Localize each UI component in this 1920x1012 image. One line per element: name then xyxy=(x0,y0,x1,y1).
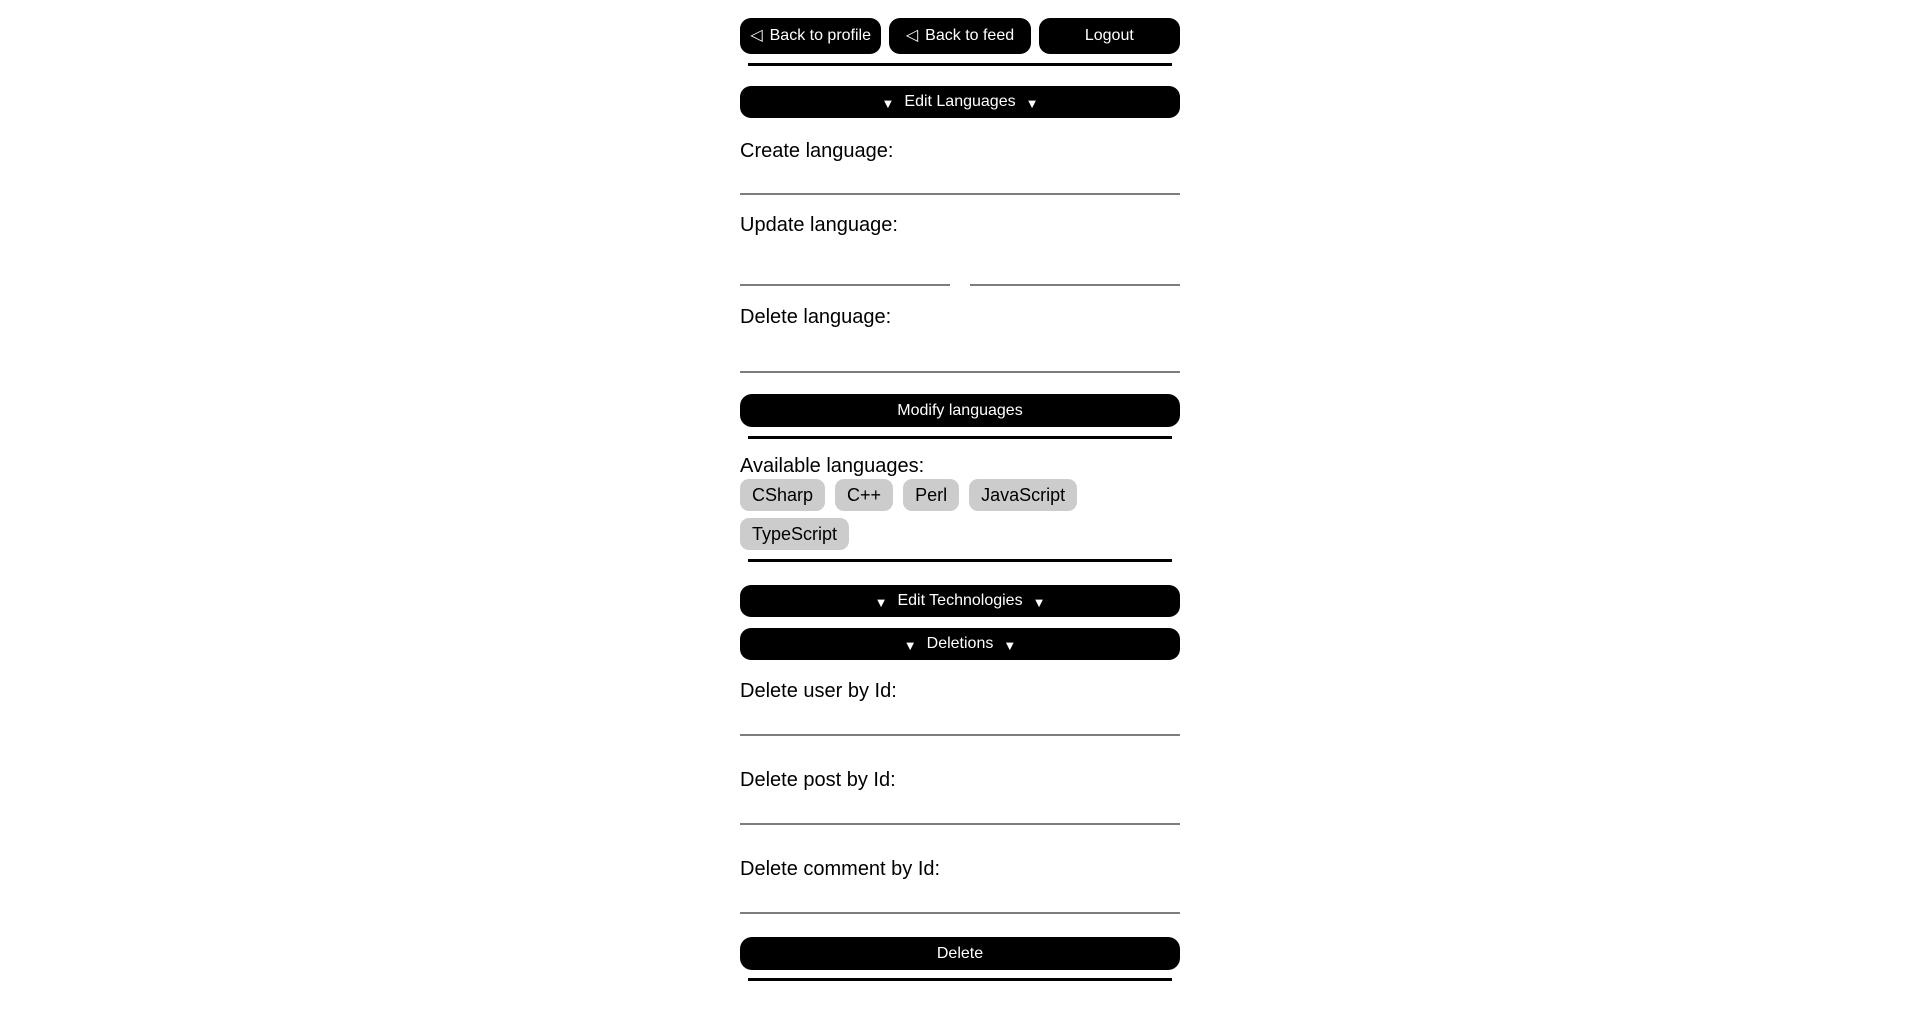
section-divider xyxy=(748,559,1172,562)
modify-languages-button[interactable] xyxy=(740,394,1180,427)
delete-user-id-label: Delete user by Id: xyxy=(740,680,897,702)
top-divider xyxy=(748,63,1172,66)
language-chip: Perl xyxy=(903,479,959,511)
logout-label: Logout xyxy=(1084,27,1134,44)
caret-down-icon: ▼ xyxy=(1032,594,1046,610)
back-arrow-icon: ◁ xyxy=(905,27,919,44)
language-chip: JavaScript xyxy=(969,479,1077,511)
back-to-feed-button[interactable] xyxy=(889,18,1030,54)
modify-languages-label: Modify languages xyxy=(897,401,1023,419)
back-to-profile-label: Back to profile xyxy=(769,27,872,44)
update-language-inputs xyxy=(740,258,1180,286)
caret-down-icon: ▼ xyxy=(1003,637,1017,653)
bottom-divider xyxy=(748,978,1172,981)
delete-post-id-label: Delete post by Id: xyxy=(740,769,896,791)
delete-button[interactable] xyxy=(740,937,1180,970)
language-chip: C++ xyxy=(835,479,893,511)
delete-post-id-input[interactable] xyxy=(740,797,1180,825)
caret-down-icon: ▼ xyxy=(903,637,917,653)
language-chip: TypeScript xyxy=(740,518,849,550)
caret-down-icon: ▼ xyxy=(1025,95,1039,111)
create-language-label: Create language: xyxy=(740,140,894,162)
edit-technologies-label: Edit Technologies xyxy=(897,592,1023,609)
edit-languages-toggle[interactable] xyxy=(740,86,1180,118)
top-button-row xyxy=(740,18,1180,54)
caret-down-icon: ▼ xyxy=(874,594,888,610)
update-language-label: Update language: xyxy=(740,214,898,236)
delete-language-input[interactable] xyxy=(740,345,1180,373)
deletions-label: Deletions xyxy=(926,635,994,652)
delete-button-label: Delete xyxy=(936,944,984,962)
back-arrow-icon: ◁ xyxy=(750,27,763,44)
back-to-feed-label: Back to feed xyxy=(925,27,1015,44)
create-language-input[interactable] xyxy=(740,167,1180,195)
back-to-profile-button[interactable] xyxy=(740,18,881,54)
admin-panel xyxy=(740,0,1180,981)
update-language-from-input[interactable] xyxy=(740,258,950,286)
caret-down-icon: ▼ xyxy=(881,95,895,111)
logout-button[interactable] xyxy=(1039,18,1180,54)
language-chip-list xyxy=(740,479,1180,550)
deletions-toggle[interactable] xyxy=(740,628,1180,660)
language-chip: CSharp xyxy=(740,479,825,511)
edit-technologies-toggle[interactable] xyxy=(740,585,1180,617)
delete-user-id-input[interactable] xyxy=(740,708,1180,736)
section-divider xyxy=(748,436,1172,439)
available-languages-label: Available languages: xyxy=(740,455,925,477)
delete-language-label: Delete language: xyxy=(740,306,892,328)
delete-comment-id-input[interactable] xyxy=(740,886,1180,914)
delete-comment-id-label: Delete comment by Id: xyxy=(740,858,941,880)
edit-languages-label: Edit Languages xyxy=(904,93,1016,110)
update-language-to-input[interactable] xyxy=(970,258,1180,286)
